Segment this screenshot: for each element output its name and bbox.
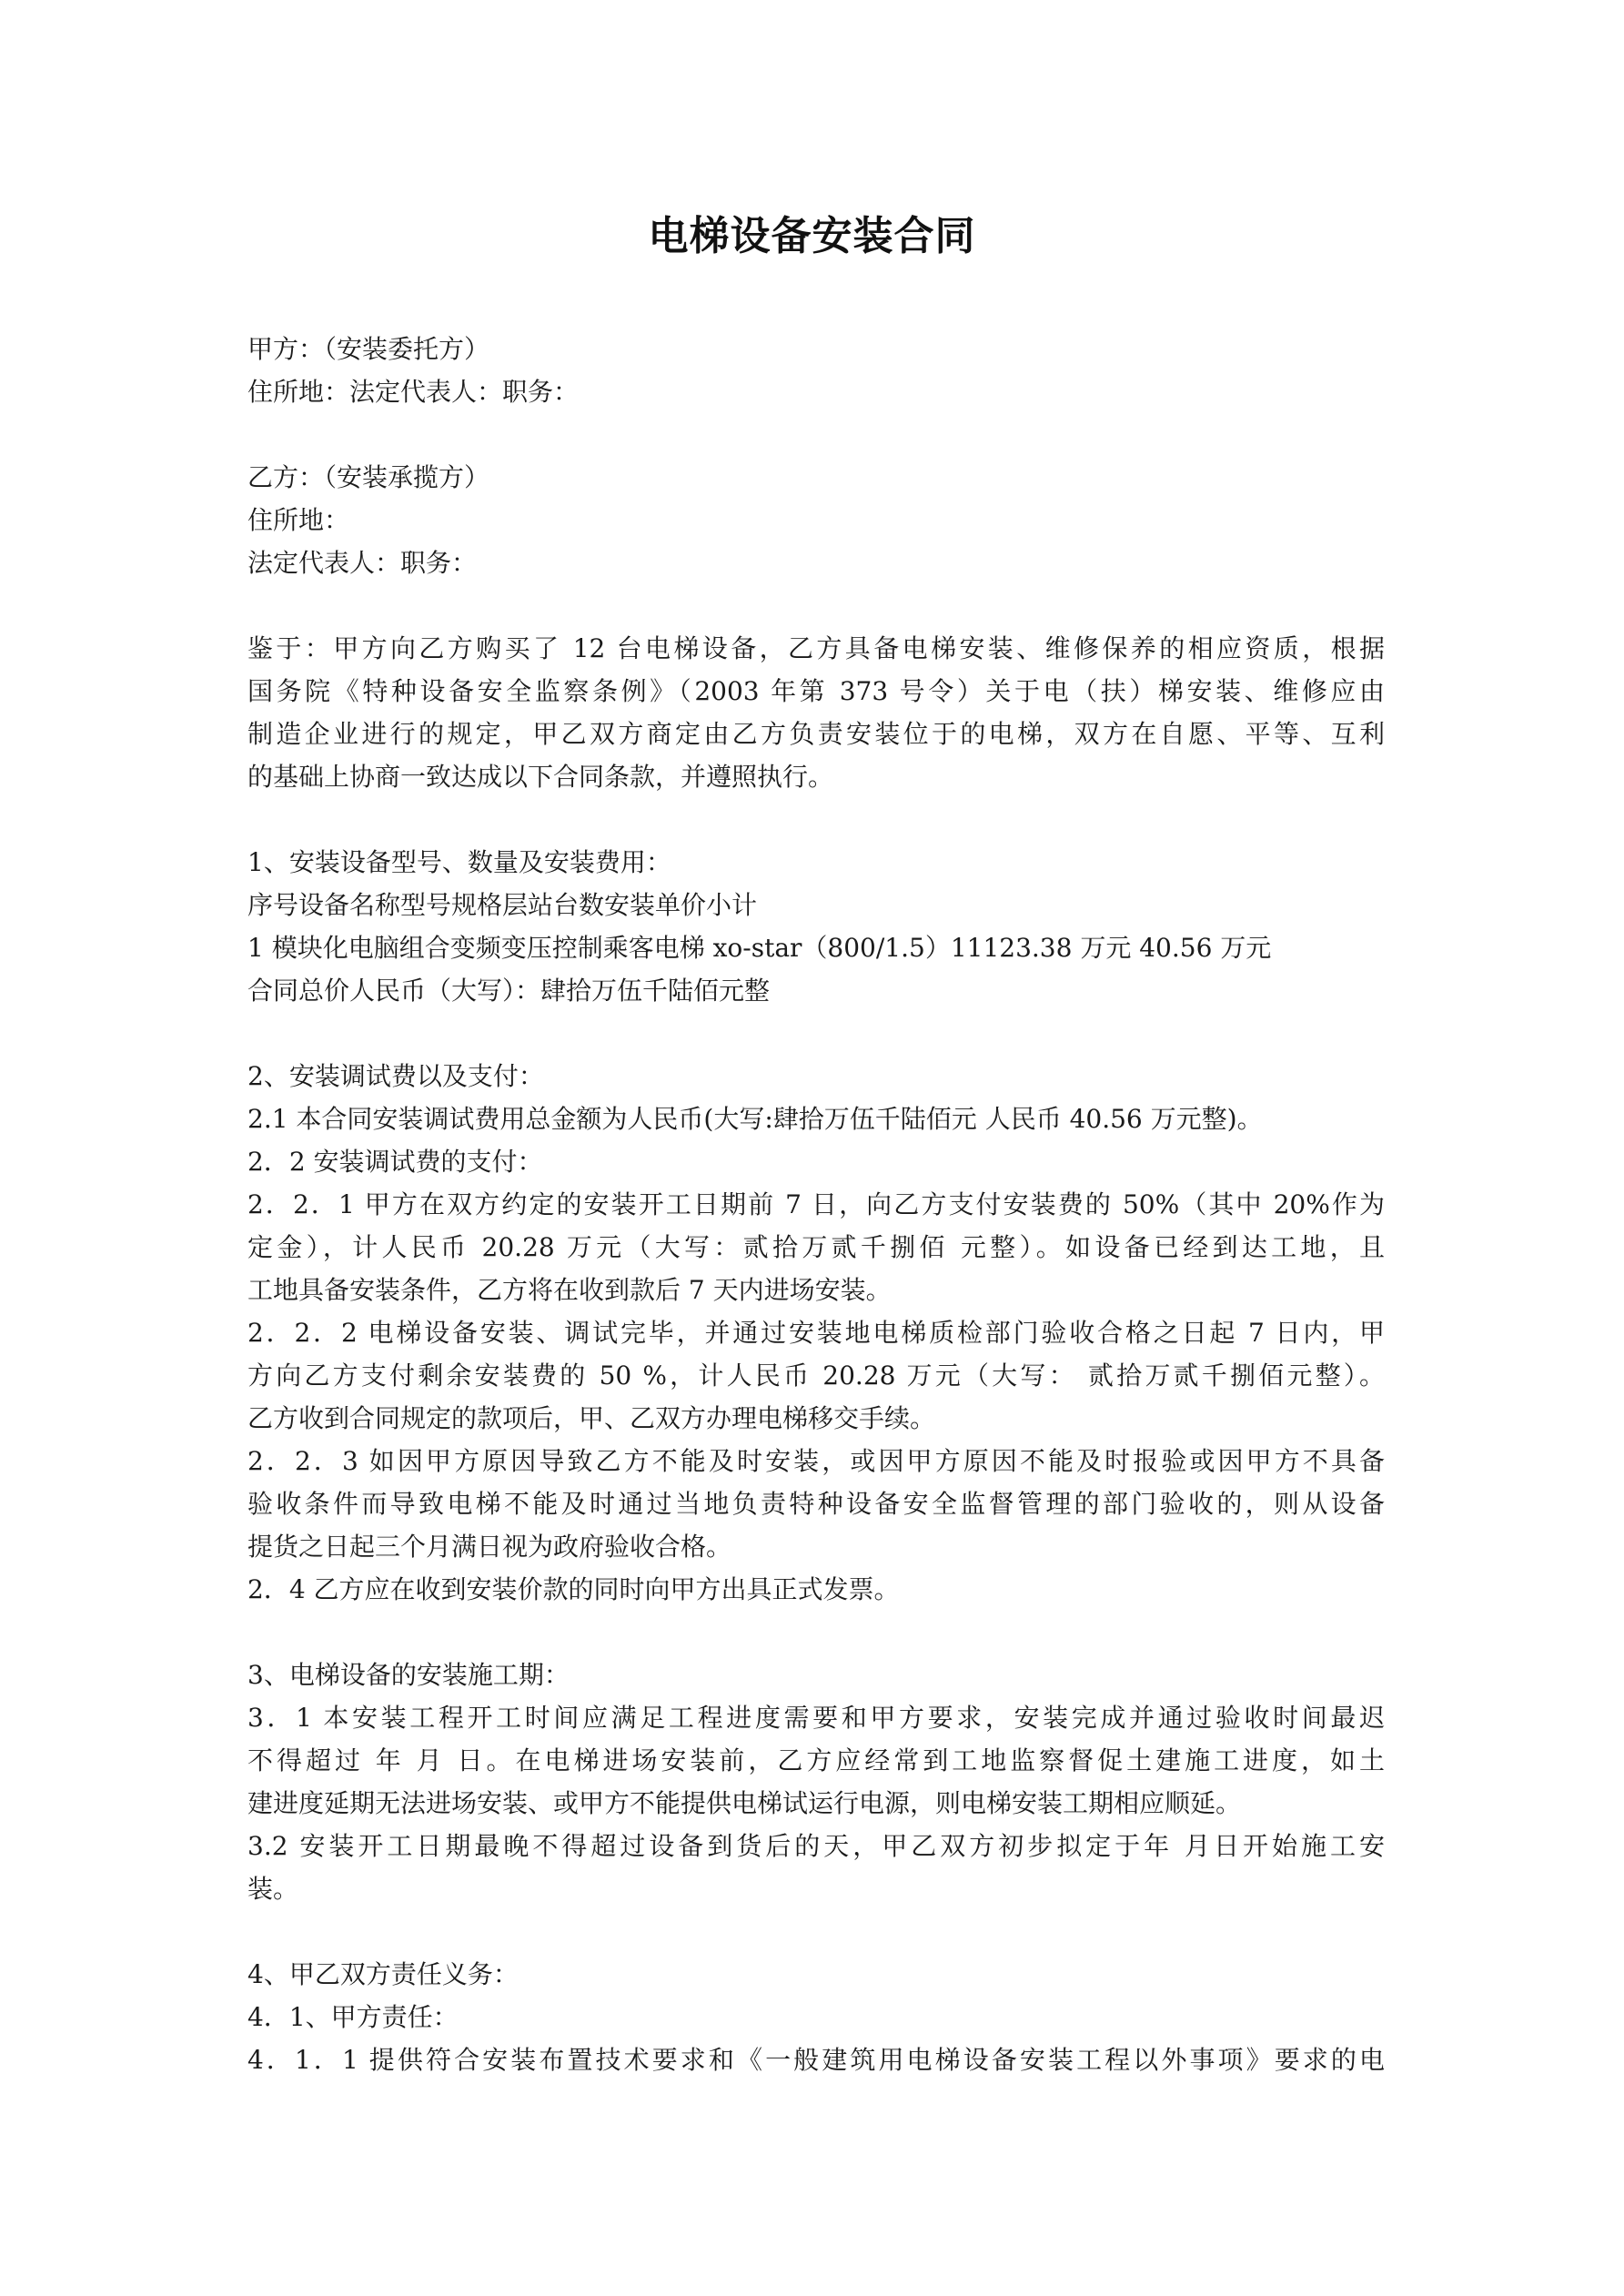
- clause-line: 3.2 安装开工日期最晚不得超过设备到货后的天，甲乙双方初步拟定于年 月日开始施工安: [247, 1831, 1385, 1861]
- preamble-line: 制造企业进行的规定，甲乙双方商定由乙方负责安装位于的电梯，双方在自愿、平等、互利: [247, 719, 1385, 749]
- clause-line: 定金），计人民币 20.28 万元（大写：贰拾万贰千捌佰 元整）。如设备已经到达工地，且: [247, 1232, 1385, 1262]
- equipment-table-row: 1 模块化电脑组合变频变压控制乘客电梯 xo-star（800/1.5）11123.38 万元 40.56 万元: [247, 933, 1272, 963]
- clause-line: 2．2．2 电梯设备安装、调试完毕，并通过安装地电梯质检部门验收合格之日起 7 日内，甲: [247, 1318, 1385, 1348]
- clause-line: 装。: [247, 1874, 299, 1904]
- party-b-representative-line: 法定代表人：职务：: [247, 548, 478, 578]
- preamble-line: 国务院《特种设备安全监察条例》（2003 年第 373 号令）关于电（扶）梯安装、维修应由: [247, 676, 1385, 706]
- clause-line: 2．2 安装调试费的支付：: [247, 1147, 543, 1177]
- spacer: [247, 798, 1385, 841]
- clause-line: 建进度延期无法进场安装、或甲方不能提供电梯试运行电源，则电梯安装工期相应顺延。: [247, 1788, 1242, 1818]
- document-title: 电梯设备安装合同: [648, 213, 976, 259]
- clause-line: 2．4 乙方应在收到安装价款的同时向甲方出具正式发票。: [247, 1574, 900, 1604]
- clause-line: 3．1 本安装工程开工时间应满足工程进度需要和甲方要求，安装完成并通过验收时间最迟: [247, 1703, 1385, 1733]
- clause-line: 2．2．3 如因甲方原因导致乙方不能及时安装，或因甲方原因不能及时报验或因甲方不具备: [247, 1446, 1385, 1476]
- party-a-line: 甲方：（安装委托方）: [247, 334, 490, 364]
- spacer: [247, 1012, 1385, 1055]
- party-b-address-line: 住所地：: [247, 505, 350, 535]
- clause-line: 乙方收到合同规定的款项后，甲、乙双方办理电梯移交手续。: [247, 1403, 936, 1433]
- clause-line: 验收条件而导致电梯不能及时通过当地负责特种设备安全监督管理的部门验收的，则从设备: [247, 1489, 1385, 1519]
- clause-line: 方向乙方支付剩余安装费的 50 %，计人民币 20.28 万元（大写： 贰拾万贰千捌佰元整）。: [247, 1360, 1385, 1391]
- section-2-heading: 2、安装调试费以及支付：: [247, 1061, 544, 1091]
- clause-line: 4．1、甲方责任：: [247, 2002, 459, 2032]
- section-3-heading: 3、电梯设备的安装施工期：: [247, 1660, 570, 1690]
- clause-line: 提货之日起三个月满日视为政府验收合格。: [247, 1532, 732, 1562]
- spacer: [247, 584, 1385, 627]
- preamble-line: 的基础上协商一致达成以下合同条款，并遵照执行。: [247, 762, 834, 792]
- clause-line: 4．1．1 提供符合安装布置技术要求和《一般建筑用电梯设备安装工程以外事项》要求的电: [247, 2045, 1385, 2075]
- spacer: [247, 1910, 1385, 1953]
- contract-body: [247, 328, 1385, 2081]
- spacer: [247, 1611, 1385, 1654]
- party-a-address-line: 住所地：法定代表人：职务：: [247, 377, 580, 407]
- section-4-heading: 4、甲乙双方责任义务：: [247, 1959, 519, 1989]
- clause-line: 工地具备安装条件，乙方将在收到款后 7 天内进场安装。: [247, 1275, 892, 1305]
- clause-line: 2．2．1 甲方在双方约定的安装开工日期前 7 日，向乙方支付安装费的 50%（其中 20%作为: [247, 1189, 1385, 1219]
- clause-line: 不得超过 年 月 日。在电梯进场安装前，乙方应经常到工地监察督促土建施工进度，如土: [247, 1745, 1385, 1775]
- total-price-line: 合同总价人民币（大写）：肆拾万伍千陆佰元整: [247, 976, 771, 1006]
- equipment-table-header: 序号设备名称型号规格层站台数安装单价小计: [247, 890, 758, 920]
- party-b-line: 乙方：（安装承揽方）: [247, 462, 490, 492]
- preamble-line: 鉴于：甲方向乙方购买了 12 台电梯设备，乙方具备电梯安装、维修保养的相应资质，根据: [247, 633, 1385, 663]
- spacer: [247, 413, 1385, 456]
- clause-line: 2.1 本合同安装调试费用总金额为人民币(大写:肆拾万伍千陆佰元 人民币 40.56 万元整)。: [247, 1104, 1263, 1134]
- section-1-heading: 1、安装设备型号、数量及安装费用：: [247, 847, 671, 877]
